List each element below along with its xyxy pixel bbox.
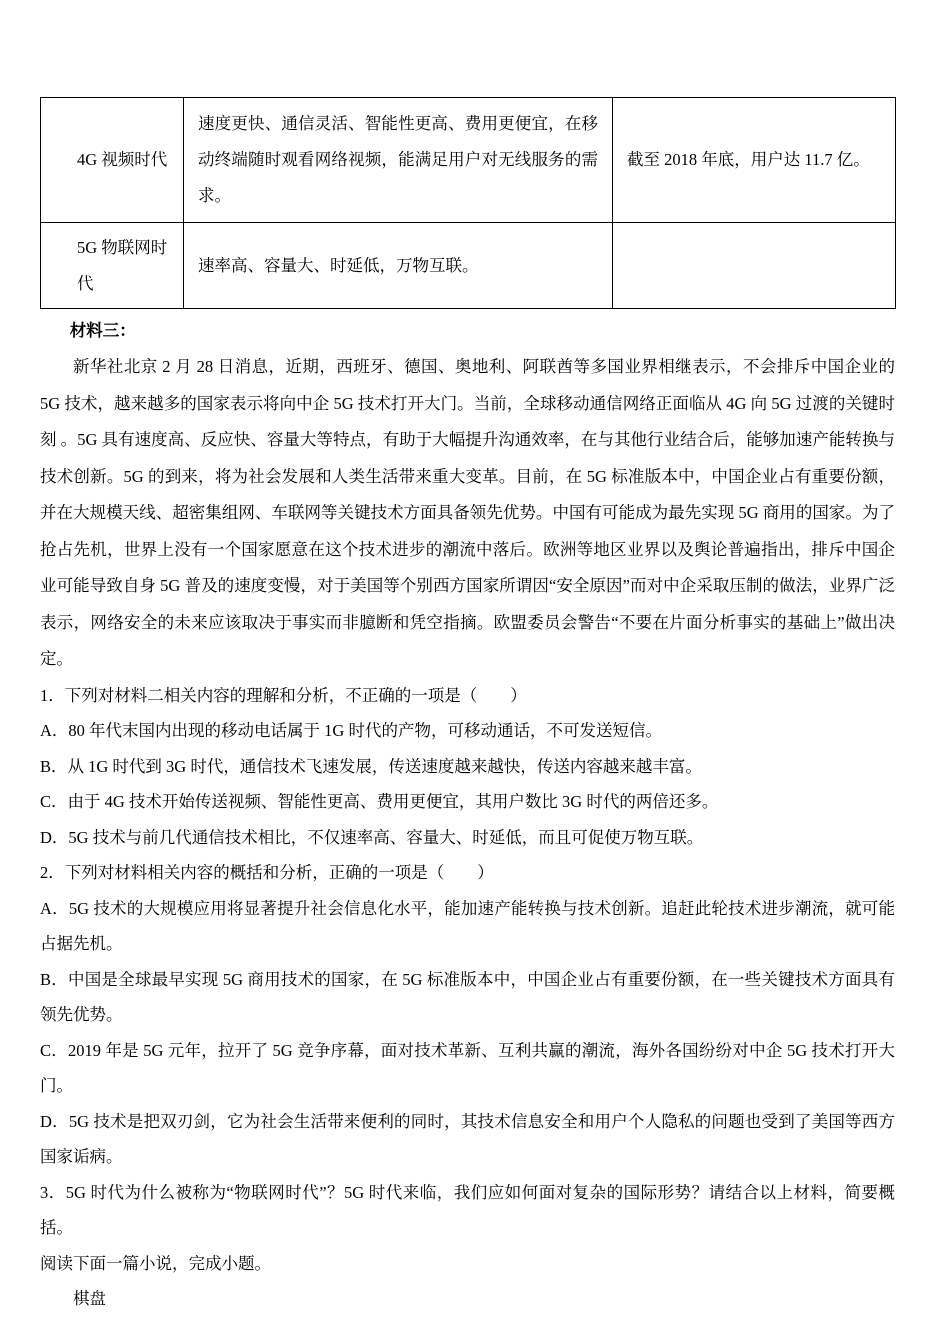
question-1-option-c: C．由于 4G 技术开始传送视频、智能性更高、费用更便宜，其用户数比 3G 时代的两倍还多。 — [40, 792, 719, 811]
users-cell-4g: 截至 2018 年底，用户达 11.7 亿。 — [613, 98, 896, 223]
question-2-option-d: D．5G 技术是把双刃剑，它为社会生活带来便利的同时，其技术信息安全和用户个人隐私的问题也受到了美国等西方国家诟病。 — [40, 1111, 895, 1166]
story-title: 棋盘 — [73, 1289, 106, 1308]
material3-heading: 材料三： — [69, 321, 136, 340]
question-1: 1．下列对材料二相关内容的理解和分析，不正确的一项是（ ） — [40, 685, 527, 705]
features-cell-4g: 速度更快、通信灵活、智能性更高、费用更便宜，在移动终端随时观看网络视频，能满足用户对无线服务的需求。 — [184, 98, 613, 223]
table-row-5g — [41, 223, 896, 309]
question-3: 3．5G 时代为什么被称为“物联网时代”？5G 时代来临，我们应如何面对复杂的国际形势？请结合以上材料，简要概括。 — [40, 1182, 895, 1237]
users-cell-5g — [613, 223, 896, 309]
question-1-option-a: A．80 年代末国内出现的移动电话属于 1G 时代的产物，可移动通话，不可发送短信。 — [40, 721, 662, 740]
reading-prompt: 阅读下面一篇小说，完成小题。 — [40, 1253, 271, 1273]
question-2: 2．下列对材料相关内容的概括和分析，正确的一项是（ ） — [40, 863, 494, 882]
question-2-option-c: C．2019 年是 5G 元年，拉开了 5G 竞争序幕，面对技术革新、互利共赢的潮流，海外各国纷纷对中企 5G 技术打开大门。 — [40, 1040, 895, 1095]
era-cell-5g: 5G 物联网时代 — [41, 223, 184, 309]
question-1-option-d: D．5G 技术与前几代通信技术相比，不仅速率高、容量大、时延低，而且可促使万物互联。 — [40, 827, 704, 847]
era-cell-4g: 4G 视频时代 — [41, 98, 184, 223]
table-row-4g — [41, 98, 896, 223]
materials-table — [40, 97, 896, 309]
question-2-option-b: B．中国是全球最早实现 5G 商用技术的国家，在 5G 标准版本中，中国企业占有重要份额，在一些关键技术方面具有领先优势。 — [40, 969, 895, 1024]
question-2-option-a: A．5G 技术的大规模应用将显著提升社会信息化水平，能加速产能转换与技术创新。追赶此轮技术进步潮流，就可能占据先机。 — [40, 898, 895, 953]
features-cell-5g: 速率高、容量大、时延低，万物互联。 — [184, 223, 613, 309]
material3-body: 新华社北京 2 月 28 日消息，近期，西班牙、德国、奥地利、阿联酋等多国业界相继表示，不会排斥中国企业的 5G 技术，越来越多的国家表示将向中企 5G 技术打开大门。当前，全球移动通信网络正面临从 4G 向 5G 过渡的关键时刻 。5G 具有速度高、反应快、容量大等特点，有助于大幅提升沟通效率，在与其他行业结合后，能够加速产能转换与技术创新。5G 的到来，将为社会发展和人类生活带来重大变革。目前，在 5G 标准版本中，中国企业占有重要份额，并在大规模天线、超密集组网、车联网等关键技术方面具备领先优势。中国有可能成为最先实现 5G 商用的国家。为了抢占先机，世界上没有一个国家愿意在这个技术进步的潮流中落后。欧洲等地区业界以及舆论普遍指出，排斥中国企业可能导致自身 5G 普及的速度变慢，对于美国等个别西方国家所谓因“安全原因”而对中企采取压制的做法，业界广泛表示，网络安全的未来应该取决于事实而非臆断和凭空指摘。欧盟委员会警告“不要在片面分析事实的基础上”做出决定。 — [40, 357, 895, 668]
question-1-option-b: B．从 1G 时代到 3G 时代，通信技术飞速发展，传送速度越来越快，传送内容越来越丰富。 — [40, 756, 702, 776]
